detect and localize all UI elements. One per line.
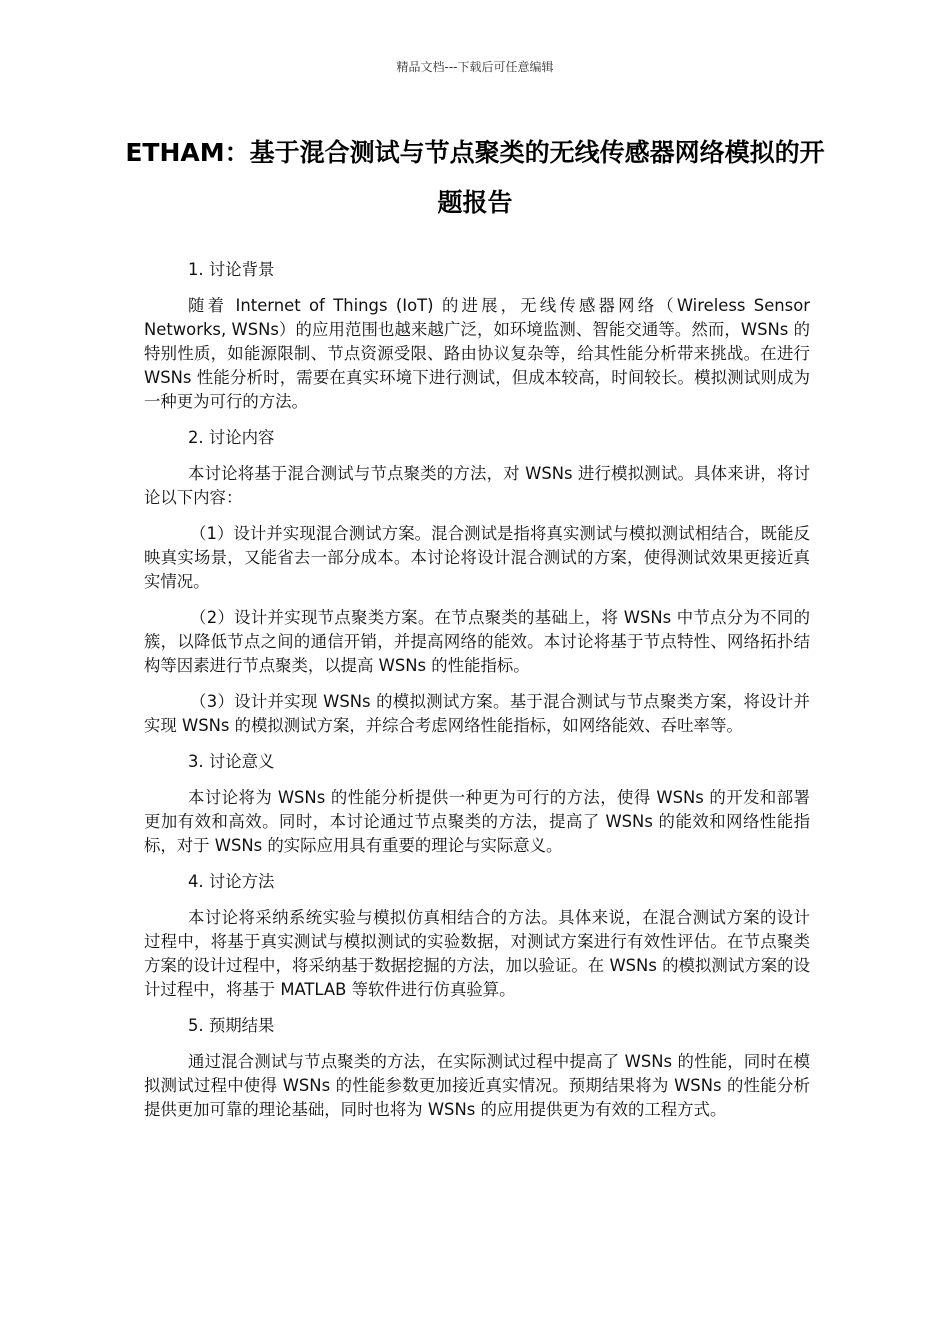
paragraph: 通过混合测试与节点聚类的方法，在实际测试过程中提高了 WSNs 的性能，同时在模拟测试过程中使得 WSNs 的性能参数更加接近真实情况。预期结果将为 WSNs 的性能分析提供更加可靠的理论基础，同时也将为 WSNs 的应用提供更为有效的工程方式。	[144, 1052, 810, 1119]
header-note: 精品文档---下载后可任意编辑	[396, 60, 554, 74]
section-heading: 3. 讨论意义	[188, 752, 275, 771]
paragraph: 随着 Internet of Things (IoT) 的进展，无线传感器网络（Wireless Sensor Networks, WSNs）的应用范围也越来越广泛，如环境监测、智能交通等。然而，WSNs 的特别性质，如能源限制、节点资源受限、路由协议复杂等，给其性能分析带来挑战。在进行 WSNs 性能分析时，需要在真实环境下进行测试，但成本较高，时间较长。模拟测试则成为一种更为可行的方法。	[144, 296, 810, 411]
section-heading: 1. 讨论背景	[188, 260, 275, 279]
section-content	[144, 426, 810, 738]
document-body	[144, 258, 810, 1134]
section-heading: 5. 预期结果	[188, 1016, 275, 1035]
list-item: （1）设计并实现混合测试方案。混合测试是指将真实测试与模拟测试相结合，既能反映真实场景，又能省去一部分成本。本讨论将设计混合测试的方案，使得测试效果更接近真实情况。	[144, 524, 810, 591]
section-methods	[144, 870, 810, 1002]
section-background	[144, 258, 810, 414]
paragraph: 本讨论将采纳系统实验与模拟仿真相结合的方法。具体来说，在混合测试方案的设计过程中，将基于真实测试与模拟测试的实验数据，对测试方案进行有效性评估。在节点聚类方案的设计过程中，将采纳基于数据挖掘的方法，加以验证。在 WSNs 的模拟测试方案的设计过程中，将基于 MATLAB 等软件进行仿真验算。	[144, 908, 810, 999]
list-item: （3）设计并实现 WSNs 的模拟测试方案。基于混合测试与节点聚类方案，将设计并实现 WSNs 的模拟测试方案，并综合考虑网络性能指标，如网络能效、吞吐率等。	[144, 692, 810, 735]
section-significance	[144, 750, 810, 858]
paragraph: 本讨论将为 WSNs 的性能分析提供一种更为可行的方法，使得 WSNs 的开发和部署更加有效和高效。同时，本讨论通过节点聚类的方法，提高了 WSNs 的能效和网络性能指标，对于 WSNs 的实际应用具有重要的理论与实际意义。	[144, 788, 810, 855]
section-heading: 4. 讨论方法	[188, 872, 275, 891]
list-item: （2）设计并实现节点聚类方案。在节点聚类的基础上，将 WSNs 中节点分为不同的簇，以降低节点之间的通信开销，并提高网络的能效。本讨论将基于节点特性、网络拓扑结构等因素进行节点聚类，以提高 WSNs 的性能指标。	[144, 608, 810, 675]
section-heading: 2. 讨论内容	[188, 428, 275, 447]
section-expected-results	[144, 1014, 810, 1122]
paragraph: 本讨论将基于混合测试与节点聚类的方法，对 WSNs 进行模拟测试。具体来讲，将讨论以下内容：	[144, 464, 810, 507]
document-title: ETHAM：基于混合测试与节点聚类的无线传感器网络模拟的开题报告	[125, 138, 825, 217]
